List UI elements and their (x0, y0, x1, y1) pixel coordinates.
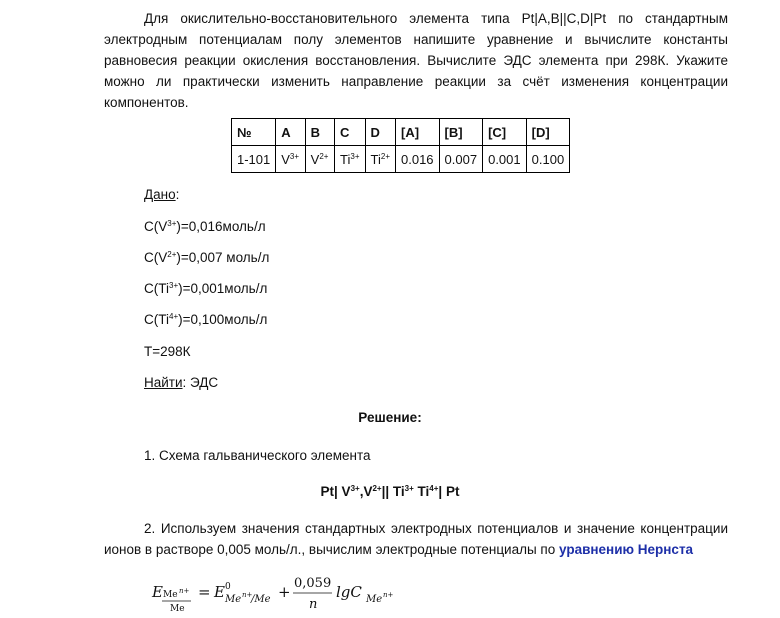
formula-lgc: lgC (336, 583, 362, 601)
formula-e0-sub: Me (225, 594, 242, 605)
table-header: [D] (526, 119, 570, 146)
nernst-formula (150, 570, 450, 616)
formula-e-den: Me (170, 604, 185, 614)
solution-heading: Решение: (358, 410, 422, 425)
formula-e0-sub-post: /Me (251, 594, 271, 605)
formula-e-num: Me (163, 590, 178, 600)
formula-c-sub-sup: n+ (383, 591, 394, 599)
table-header-row (232, 119, 570, 146)
formula-e-num-sup: n+ (179, 587, 190, 595)
table-header: C (335, 119, 365, 146)
given-item: $C(Ti^{3+})=0,001моль/л$ (144, 281, 268, 296)
table-cell-number: 1-101 (232, 146, 276, 173)
table-header: № (232, 119, 276, 146)
formula-frac-den: n (309, 597, 318, 612)
formula-e0-sub-sup: n+ (242, 591, 253, 599)
table-header: A (276, 119, 305, 146)
table-header: [C] (483, 119, 527, 146)
table-row (232, 146, 570, 173)
formula-e0: E (214, 583, 225, 601)
formula-e0-sup: 0 (225, 582, 231, 592)
table-header: [A] (396, 119, 440, 146)
formula-plus: + (278, 583, 291, 601)
nernst-link[interactable]: уравнению Нернста (559, 542, 694, 557)
table-cell-conc-b: 0.007 (439, 146, 483, 173)
formula-c-sub: Me (366, 594, 383, 605)
table-cell-d: $Ti^{2+}$ (365, 146, 395, 173)
formula-eq: = (198, 583, 211, 601)
formula-frac-num: 0,059 (294, 576, 332, 591)
given-item: $C(V^{3+})=0,016моль/л$ (144, 219, 266, 234)
task-paragraph: Для окислительно-восстановительного элемента типа Pt|A,B||C,D|Pt по стандартным электродным потенциалам полу элементов напишите уравнение и вычислите константы равновесия реакции окисления восстановления. Вычислите ЭДС элемента при 298К. Укажите можно ли практически изменить направление реакции за счёт изменения концентрации компонентов. (104, 11, 728, 110)
find-line: Найти: ЭДС (144, 375, 219, 390)
formula-e: E (152, 583, 163, 601)
table-cell-a: $V^{3+}$ (276, 146, 305, 173)
given-item: $C(Ti^{4+})=0,100моль/л$ (144, 312, 268, 327)
variant-table (231, 118, 570, 173)
given-item: $C(V^{2+})=0,007$ моль/л (144, 250, 270, 265)
table-header: [B] (439, 119, 483, 146)
given-heading: Дано: (144, 187, 180, 202)
table-header: B (305, 119, 334, 146)
table-header: D (365, 119, 395, 146)
table-cell-conc-c: 0.001 (483, 146, 527, 173)
given-temperature: T=298К (144, 344, 191, 359)
step-2-paragraph: 2. Используем значения стандартных электродных потенциалов и значение концентрации ионов в растворе 0,005 моль/л., вычислим электродные потенциалы по уравнению Нернста (104, 521, 728, 557)
step-1: 1. Схема гальванического элемента (144, 448, 371, 463)
table-cell-b: $V^{2+}$ (305, 146, 334, 173)
cell-scheme: Pt| $V^{3+},V^{2+}||$ $Ti^{3+}$ $Ti^{4+}|$ Pt (320, 484, 460, 499)
table-cell-c: $Ti^{3+}$ (335, 146, 365, 173)
table-cell-conc-d: 0.100 (526, 146, 570, 173)
table-cell-conc-a: 0.016 (396, 146, 440, 173)
